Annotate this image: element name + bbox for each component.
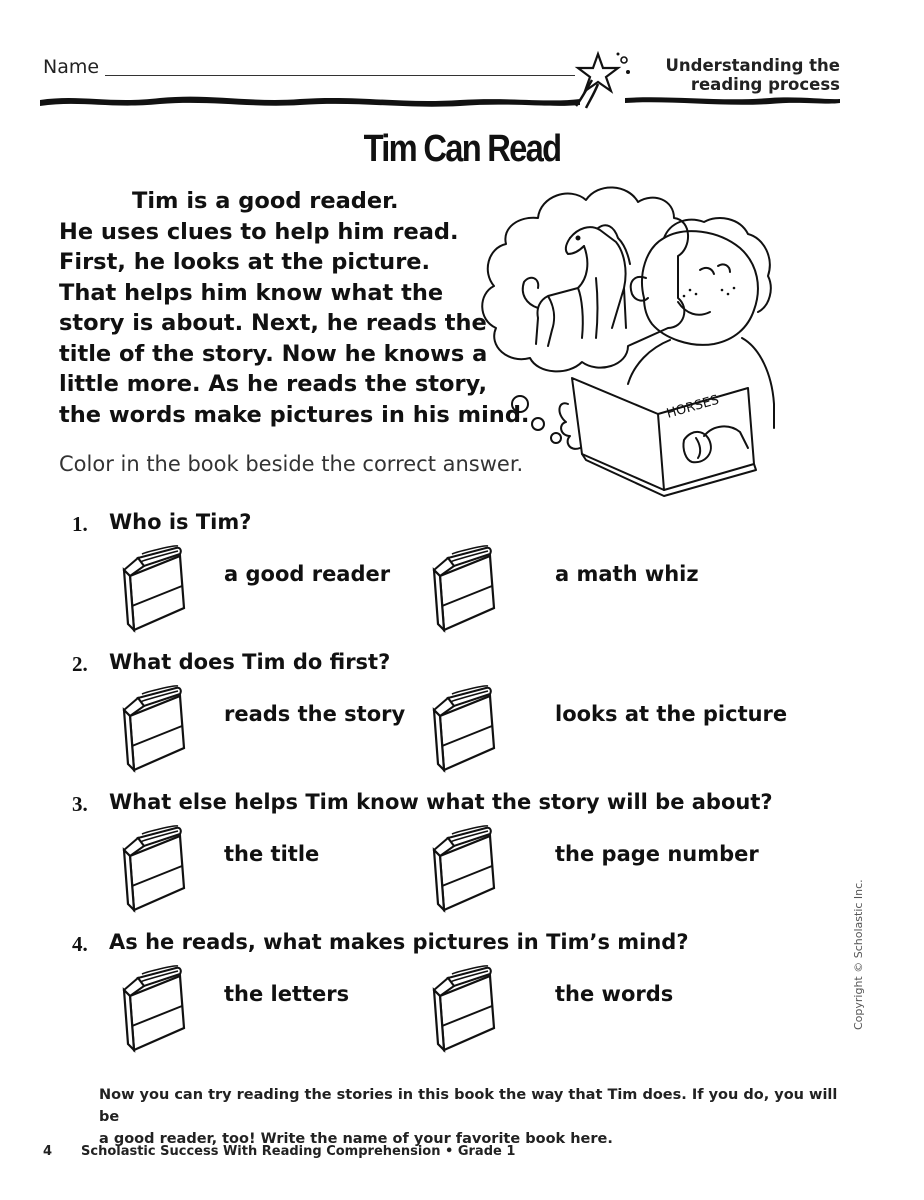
choice-label: looks at the picture [555, 702, 788, 726]
question-text: What does Tim do first? [109, 650, 391, 674]
question-text: As he reads, what makes pictures in Tim’s mind? [109, 930, 689, 954]
story-line: Tim is a good reader. [132, 188, 399, 214]
story-paragraph [59, 186, 529, 430]
book-checkbox-icon[interactable] [432, 824, 502, 914]
story-line: He uses clues to help him read. [59, 218, 459, 245]
section-title-line1: Understanding the [665, 56, 840, 75]
choice-label: the words [555, 982, 674, 1006]
choice-label: the title [224, 842, 320, 866]
book-checkbox-icon[interactable] [432, 544, 502, 634]
name-label: Name [43, 56, 100, 78]
grade-label: Grade 1 [457, 1144, 516, 1159]
book-cover-title: HORSES [664, 392, 721, 422]
copyright-notice: Copyright © Scholastic Inc. [852, 879, 865, 1030]
choice-label: reads the story [224, 702, 406, 726]
closing-line1: Now you can try reading the stories in this book the way that Tim does. If you do, you will be [99, 1087, 838, 1125]
question-number: 4. [72, 932, 88, 956]
section-title-line2: reading process [690, 75, 840, 94]
page-title: Tim Can Read [363, 128, 561, 170]
choice-label: a math whiz [555, 562, 699, 586]
closing-line2: a good reader, too! Write the name of your favorite book here. [99, 1131, 613, 1147]
question-text: Who is Tim? [109, 510, 252, 534]
choice-label: the letters [224, 982, 350, 1006]
book-title: Scholastic Success With Reading Comprehension [81, 1144, 441, 1159]
shooting-star-icon [568, 50, 638, 110]
question-text: What else helps Tim know what the story will be about? [109, 790, 773, 814]
story-line: That helps him know what the [59, 279, 444, 306]
story-line: story is about. Next, he reads the [59, 310, 487, 336]
choice-label: a good reader [224, 562, 391, 586]
page-footer [43, 1144, 515, 1159]
page-number: 4 [43, 1144, 53, 1159]
boy-reading-illustration [478, 178, 778, 498]
story-line: the words make pictures in his mind. [59, 401, 530, 428]
book-checkbox-icon[interactable] [122, 824, 192, 914]
book-checkbox-icon[interactable] [432, 684, 502, 774]
choice-label: the page number [555, 842, 759, 866]
question-number: 3. [72, 792, 88, 816]
book-checkbox-icon[interactable] [432, 964, 502, 1054]
closing-instructions [99, 1084, 859, 1150]
question-number: 1. [72, 512, 88, 536]
question-number: 2. [72, 652, 88, 676]
story-line: First, he looks at the picture. [59, 249, 431, 275]
book-checkbox-icon[interactable] [122, 964, 192, 1054]
boy-head [642, 231, 758, 345]
story-line: little more. As he reads the story, [59, 371, 488, 397]
story-line: title of the story. Now he knows a [59, 340, 488, 367]
book-checkbox-icon[interactable] [122, 684, 192, 774]
footer-bullet: • [445, 1144, 454, 1159]
book-checkbox-icon[interactable] [122, 544, 192, 634]
brush-stroke-divider [40, 88, 840, 110]
name-write-line[interactable] [105, 75, 575, 76]
horse-drawing [523, 225, 630, 346]
instruction-text: Color in the book beside the correct answer. [59, 452, 524, 476]
